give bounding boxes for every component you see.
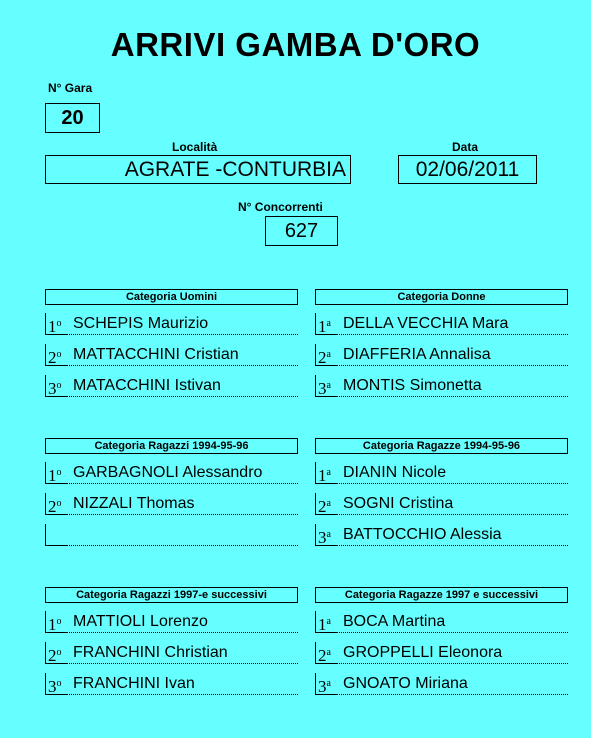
athlete-name: BATTOCCHIO Alessia	[337, 524, 568, 546]
athlete-name: DIAFFERIA Annalisa	[337, 344, 568, 366]
rank-box	[45, 375, 67, 397]
data-label: Data	[452, 140, 479, 154]
rank-box	[315, 673, 337, 695]
athlete-name	[67, 524, 298, 546]
category-header: Categoria Ragazze 1994-95-96	[315, 438, 568, 454]
athlete-name: NIZZALI Thomas	[67, 493, 298, 515]
athlete-name: FRANCHINI Ivan	[67, 673, 298, 695]
rank-suffix: o	[56, 318, 62, 329]
athlete-name: DIANIN Nicole	[337, 462, 568, 484]
athlete-name: SOGNI Cristina	[337, 493, 568, 515]
rank-box	[315, 462, 337, 484]
rank-suffix: a	[326, 678, 331, 689]
localita-field: AGRATE -CONTURBIA	[45, 155, 351, 184]
data-field: 02/06/2011	[398, 155, 537, 184]
rank-box	[45, 673, 67, 695]
rank-box	[315, 524, 337, 546]
rank-suffix: a	[326, 529, 331, 540]
rank-box	[315, 642, 337, 664]
rank-box	[45, 344, 67, 366]
rank-suffix: a	[326, 467, 331, 478]
concorrenti-label: N° Concorrenti	[238, 200, 323, 214]
rank-box	[315, 493, 337, 515]
rank-box	[45, 462, 67, 484]
rank-suffix: a	[326, 349, 331, 360]
rank-suffix: o	[56, 678, 62, 689]
rank-suffix: a	[326, 616, 331, 627]
gara-field: 20	[45, 103, 100, 133]
rank-suffix: o	[56, 498, 62, 509]
rank-suffix: o	[56, 616, 62, 627]
rank-number: 2	[48, 497, 57, 516]
category-header: Categoria Ragazze 1997 e successivi	[315, 587, 568, 603]
rank-number: 1	[318, 466, 327, 485]
category-header: Categoria Ragazzi 1997-e successivi	[45, 587, 298, 603]
rank-number: 1	[48, 615, 57, 634]
athlete-name: DELLA VECCHIA Mara	[337, 313, 568, 335]
rank-number: 3	[48, 379, 57, 398]
athlete-name: SCHEPIS Maurizio	[67, 313, 298, 335]
rank-box	[45, 313, 67, 335]
gara-label: N° Gara	[48, 81, 93, 95]
rank-number: 1	[48, 466, 57, 485]
category-header: Categoria Donne	[315, 289, 568, 305]
athlete-name: GNOATO Miriana	[337, 673, 568, 695]
rank-number: 2	[318, 497, 327, 516]
page-title: ARRIVI GAMBA D'ORO	[110, 26, 481, 63]
rank-box	[315, 611, 337, 633]
rank-box	[45, 524, 67, 546]
rank-box	[45, 493, 67, 515]
athlete-name: MATACCHINI Istivan	[67, 375, 298, 397]
rank-number: 3	[48, 677, 57, 696]
rank-suffix: a	[326, 318, 331, 329]
athlete-name: GARBAGNOLI Alessandro	[67, 462, 298, 484]
rank-suffix: a	[326, 380, 331, 391]
rank-number: 2	[318, 646, 327, 665]
rank-number: 2	[48, 348, 57, 367]
rank-number: 1	[48, 317, 57, 336]
athlete-name: GROPPELLI Eleonora	[337, 642, 568, 664]
athlete-name: FRANCHINI Christian	[67, 642, 298, 664]
rank-suffix: o	[56, 647, 62, 658]
localita-label: Località	[172, 140, 218, 154]
rank-suffix: a	[326, 647, 331, 658]
category-header: Categoria Ragazzi 1994-95-96	[45, 438, 298, 454]
rank-suffix: o	[56, 380, 62, 391]
concorrenti-field: 627	[265, 216, 338, 246]
athlete-name: MATTIOLI Lorenzo	[67, 611, 298, 633]
rank-number: 1	[318, 317, 327, 336]
rank-box	[45, 611, 67, 633]
rank-number: 2	[318, 348, 327, 367]
rank-suffix: o	[56, 467, 62, 478]
rank-number: 1	[318, 615, 327, 634]
rank-number: 3	[318, 379, 327, 398]
athlete-name: MATTACCHINI Cristian	[67, 344, 298, 366]
rank-box	[315, 344, 337, 366]
rank-box	[315, 313, 337, 335]
rank-number: 3	[318, 528, 327, 547]
athlete-name: MONTIS Simonetta	[337, 375, 568, 397]
rank-number: 2	[48, 646, 57, 665]
rank-box	[315, 375, 337, 397]
rank-suffix: a	[326, 498, 331, 509]
rank-box	[45, 642, 67, 664]
rank-number: 3	[318, 677, 327, 696]
athlete-name: BOCA Martina	[337, 611, 568, 633]
rank-suffix: o	[56, 349, 62, 360]
category-header: Categoria Uomini	[45, 289, 298, 305]
